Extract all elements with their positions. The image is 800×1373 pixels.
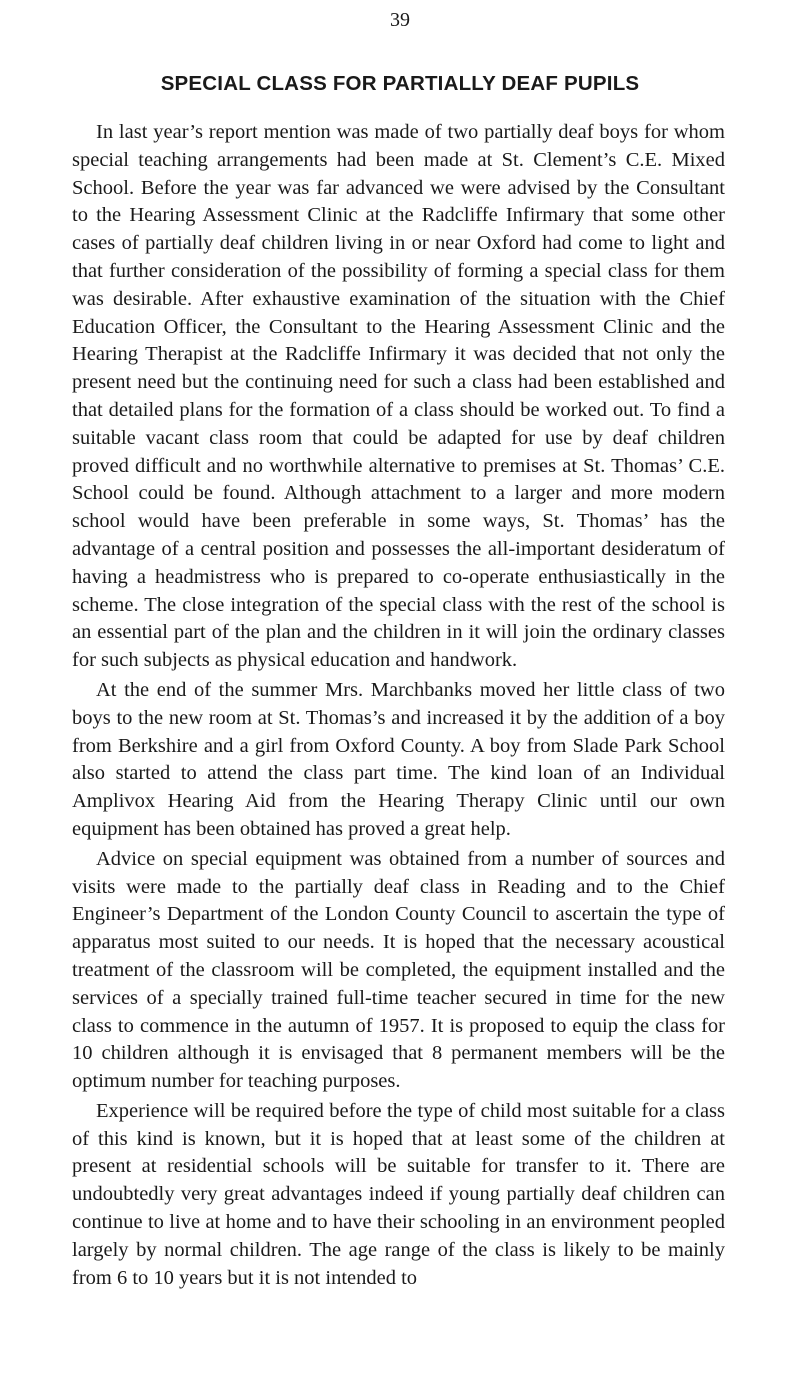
paragraph-3: Advice on special equipment was obtained from a number of sources and visits were made to the partially deaf class in Reading and to the Chief Engineer’s Department of the London County Council to ascertain the type of apparatus most suited to our needs. It is hoped that the necessary acoustical treatment of the classroom will be completed, the equipment installed and the services of a specially trained full-time teacher secured in time for the new class to commence in the autumn of 1957. It is proposed to equip the class for 10 children although it is envisaged that 8 permanent members will be the optimum number for teaching purposes. (72, 847, 725, 1093)
section-title: SPECIAL CLASS FOR PARTIALLY DEAF PUPILS (160, 72, 640, 95)
page-number: 39 (390, 9, 410, 31)
paragraph-1: In last year’s report mention was made of two partially deaf boys for whom special teaching arrangements had been made at St. Clement’s C.E. Mixed School. Before the year was far advanced we were advised by the Consultant to the Hearing Assessment Clinic at the Radcliffe Infirmary that some other cases of partially deaf children living in or near Oxford had come to light and that further consideration of the possibility of forming a special class for them was desirable. After exhaustive examination of the situation with the Chief Education Officer, the Consultant to the Hearing Assessment Clinic and the Hearing Therapist at the Radcliffe Infirmary it was decided that not only the present need but the continuing need for such a class had been established and that detailed plans for the formation of a class should be worked out. To find a suitable vacant class room that could be adapted for use by deaf children proved difficult and no worthwhile alternative to premises at St. Thomas’ C.E. School could be found. Although attachment to a larger and more modern school would have been preferable in some ways, St. Thomas’ has the advantage of a central position and possesses the all-important desideratum of having a headmistress who is prepared to co-operate enthusiastically in the scheme. The close integration of the special class with the rest of the school is an essential part of the plan and the children in it will join the ordinary classes for such subjects as physical education and handwork. (72, 121, 725, 672)
paragraph-4: Experience will be required before the type of child most suitable for a class of this kind is known, but it is hoped that at least some of the children at present at residential schools will be suitable for transfer to it. There are undoubtedly very great advantages indeed if young partially deaf children can continue to live at home and to have their schooling in an environment peopled largely by normal children. The age range of the class is likely to be mainly from 6 to 10 years but it is not intended to (72, 1099, 725, 1289)
paragraph-2: At the end of the summer Mrs. Marchbanks moved her little class of two boys to the new room at St. Thomas’s and increased it by the addition of a boy from Berkshire and a girl from Oxford County. A boy from Slade Park School also started to attend the class part time. The kind loan of an Individual Amplivox Hearing Aid from the Hearing Therapy Clinic until our own equipment has been obtained has proved a great help. (72, 678, 725, 840)
body-text (72, 119, 725, 1292)
